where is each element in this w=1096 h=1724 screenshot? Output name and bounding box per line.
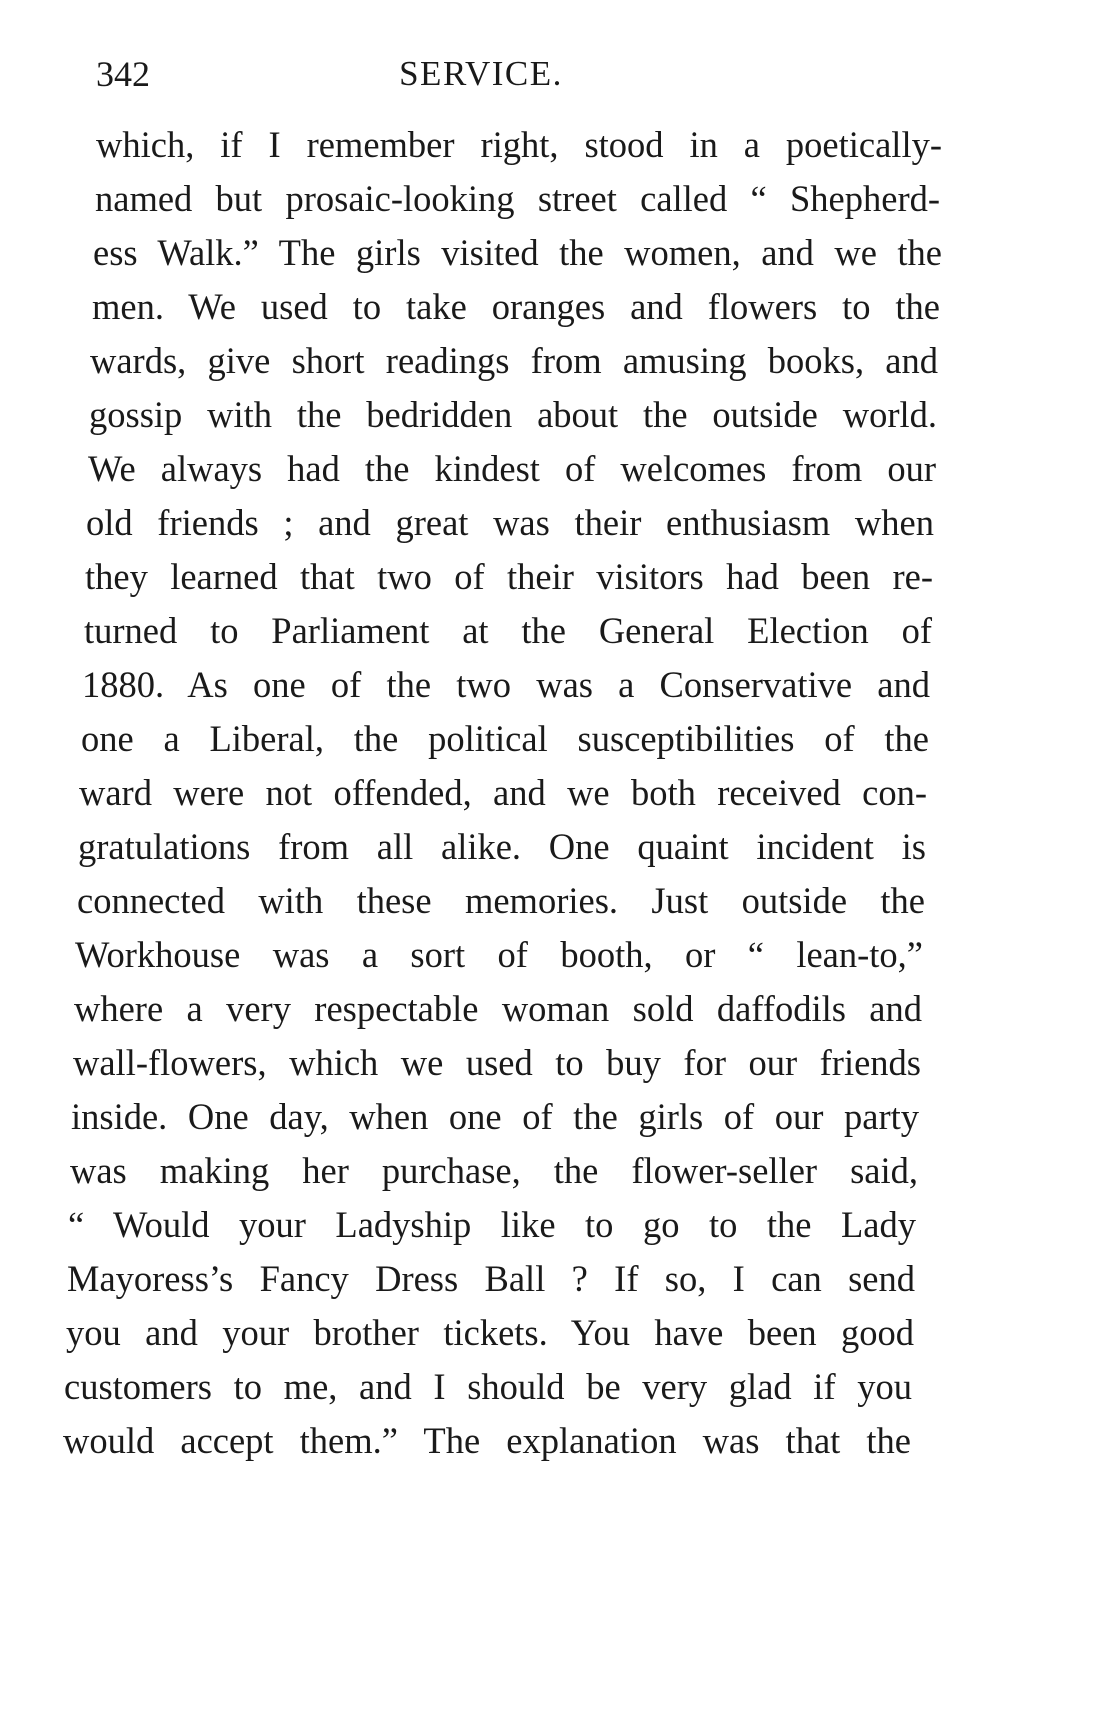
page-header <box>96 52 1036 102</box>
text-line: you and your brother tickets. You have been good <box>66 1312 914 1353</box>
text-line: turned to Parliament at the General Election of <box>84 610 932 651</box>
text-line: which, if I remember right, stood in a poetically- <box>96 124 942 165</box>
text-line: ess Walk.” The girls visited the women, and we the <box>93 232 942 273</box>
text-line: wards, give short readings from amusing books, and <box>90 340 938 381</box>
text-line: named but prosaic-looking street called “ Shepherd- <box>95 178 940 219</box>
page-number: 342 <box>96 54 150 94</box>
text-line: one a Liberal, the political susceptibilities of the <box>81 718 929 759</box>
text-line: ward were not offended, and we both received con- <box>79 772 927 813</box>
text-line: wall-flowers, which we used to buy for our friends <box>73 1042 921 1083</box>
text-line: We always had the kindest of welcomes from our <box>88 448 936 489</box>
text-line: inside. One day, when one of the girls of our party <box>71 1096 919 1137</box>
text-line: Workhouse was a sort of booth, or “ lean-to,” <box>75 934 923 975</box>
text-line: connected with these memories. Just outside the <box>77 880 925 921</box>
text-line: old friends ; and great was their enthusiasm when <box>86 502 934 543</box>
text-line: Mayoress’s Fancy Dress Ball ? If so, I can send <box>67 1258 915 1299</box>
text-line: “ Would your Ladyship like to go to the Lady <box>68 1204 916 1245</box>
text-line: would accept them.” The explanation was that the <box>63 1420 911 1461</box>
text-line: was making her purchase, the flower-seller said, <box>70 1150 918 1191</box>
text-line: they learned that two of their visitors had been re- <box>85 556 933 597</box>
text-line: 1880. As one of the two was a Conservative and <box>82 664 930 705</box>
text-line: gossip with the bedridden about the outside world. <box>89 394 937 435</box>
text-line: gratulations from all alike. One quaint incident is <box>78 826 926 867</box>
running-head: SERVICE. <box>399 54 563 93</box>
text-line: men. We used to take oranges and flowers to the <box>92 286 940 327</box>
text-line: where a very respectable woman sold daffodils and <box>74 988 922 1029</box>
text-line: customers to me, and I should be very glad if you <box>64 1366 912 1407</box>
